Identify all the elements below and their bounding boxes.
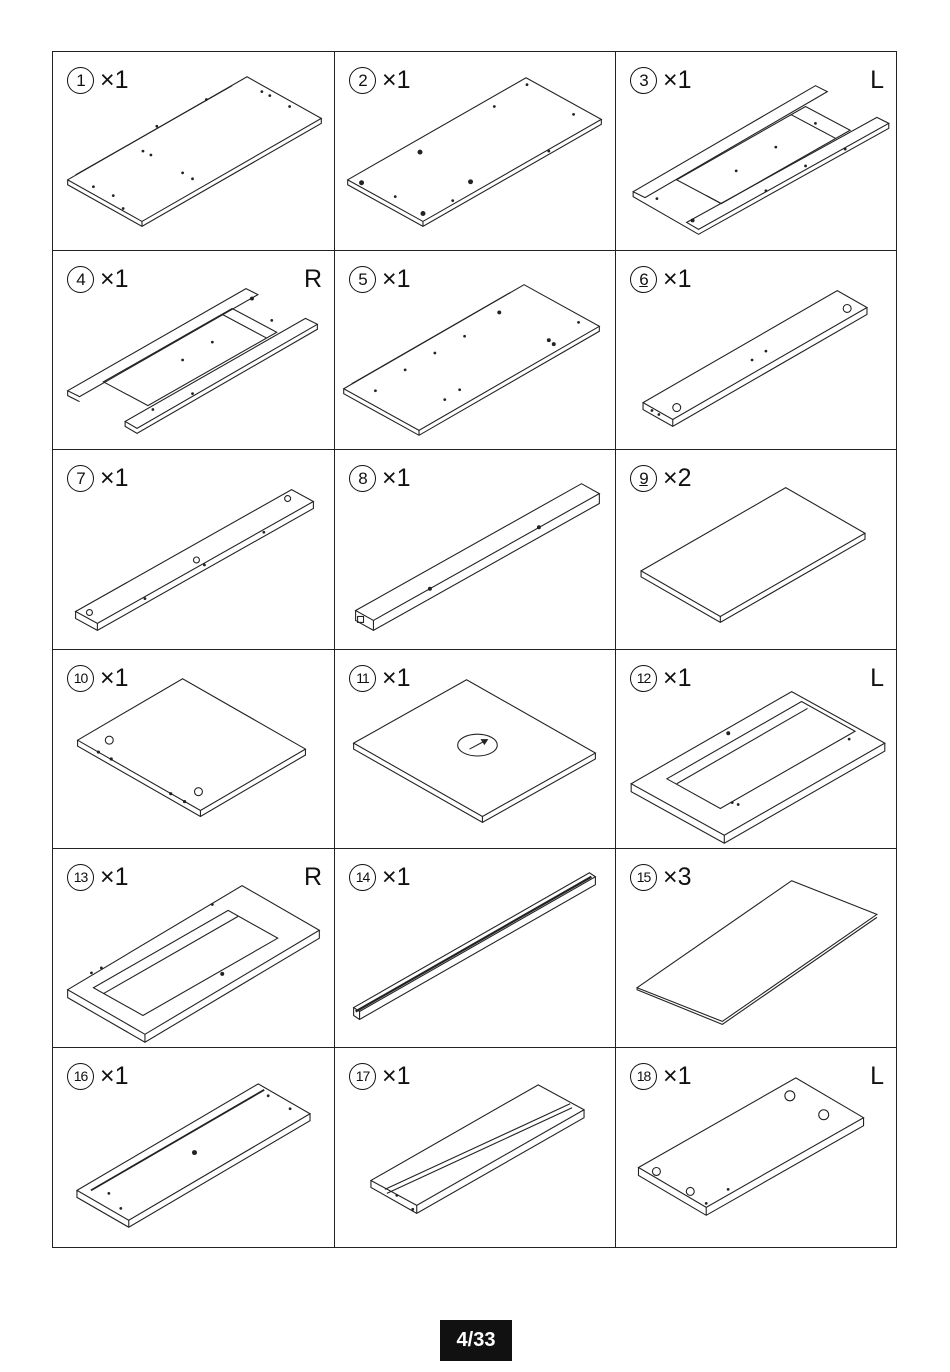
part-quantity: ×1 — [382, 663, 411, 692]
page-number-badge: 4/33 — [440, 1320, 512, 1361]
panel-drawing — [335, 650, 615, 848]
part-quantity: ×1 — [100, 663, 129, 692]
panel-drawing — [53, 52, 334, 250]
part-number: 15 — [630, 864, 657, 891]
panel-drawing — [53, 650, 334, 848]
part-cell — [616, 1048, 896, 1247]
side-marker: L — [870, 66, 884, 94]
part-number: 3 — [630, 67, 657, 94]
part-number: 16 — [67, 1063, 94, 1090]
board-drawing — [616, 849, 896, 1047]
side-marker: L — [870, 1061, 884, 1090]
part-number: 18 — [630, 1063, 657, 1090]
shelf-drawing — [616, 450, 896, 648]
panel-drawing — [335, 251, 615, 449]
panel-drawing — [335, 52, 615, 250]
part-quantity: ×1 — [382, 1061, 411, 1090]
part-quantity: ×1 — [382, 265, 411, 294]
part-number: 13 — [67, 864, 94, 891]
part-quantity: ×1 — [100, 66, 129, 94]
part-quantity: ×1 — [382, 464, 411, 493]
part-cell — [53, 450, 335, 649]
part-cell — [53, 849, 335, 1048]
part-cell — [335, 650, 616, 849]
part-number: 4 — [67, 266, 94, 293]
part-cell — [335, 849, 616, 1048]
drawer-bottom-drawing — [335, 1048, 615, 1247]
part-number: 9 — [630, 465, 657, 492]
part-number: 12 — [630, 665, 657, 692]
parts-grid — [52, 51, 897, 1248]
part-number: 10 — [67, 665, 94, 692]
part-quantity: ×1 — [100, 1061, 129, 1090]
profile-drawing — [335, 849, 615, 1047]
part-cell — [616, 251, 896, 450]
part-quantity: ×1 — [382, 862, 411, 891]
part-quantity: ×1 — [663, 1061, 692, 1090]
part-number: 2 — [349, 67, 376, 94]
part-quantity: ×1 — [663, 265, 692, 294]
part-number: 6 — [630, 266, 657, 293]
side-marker: L — [870, 663, 884, 692]
part-cell — [53, 52, 335, 251]
part-cell — [616, 52, 896, 251]
frame-drawing — [53, 849, 334, 1047]
frame-drawing — [616, 52, 896, 250]
frame-drawing — [53, 251, 334, 449]
frame-drawing — [616, 650, 896, 848]
rail-drawing — [335, 450, 615, 648]
part-number: 7 — [67, 465, 94, 492]
part-quantity: ×1 — [663, 66, 692, 94]
part-cell — [616, 650, 896, 849]
part-cell — [53, 1048, 335, 1247]
part-cell — [335, 251, 616, 450]
part-cell — [53, 650, 335, 849]
part-cell — [335, 450, 616, 649]
panel-drawing — [53, 1048, 334, 1247]
part-cell — [335, 1048, 616, 1247]
panel-drawing — [616, 1048, 896, 1247]
part-number: 14 — [349, 864, 376, 891]
part-number: 8 — [349, 465, 376, 492]
part-quantity: ×1 — [100, 265, 129, 294]
part-quantity: ×1 — [100, 464, 129, 493]
part-cell — [616, 450, 896, 649]
part-quantity: ×3 — [663, 862, 692, 891]
panel-drawing — [616, 251, 896, 449]
rail-drawing — [53, 450, 334, 648]
part-number: 5 — [349, 266, 376, 293]
part-number: 17 — [349, 1063, 376, 1090]
part-cell — [53, 251, 335, 450]
part-cell — [335, 52, 616, 251]
side-marker: R — [303, 862, 322, 891]
part-number: 11 — [349, 665, 376, 692]
part-number: 1 — [67, 67, 94, 94]
part-quantity: ×1 — [382, 66, 411, 94]
part-quantity: ×1 — [663, 663, 692, 692]
part-cell — [616, 849, 896, 1048]
part-quantity: ×2 — [663, 464, 692, 493]
side-marker: R — [303, 265, 322, 294]
part-quantity: ×1 — [100, 862, 129, 891]
